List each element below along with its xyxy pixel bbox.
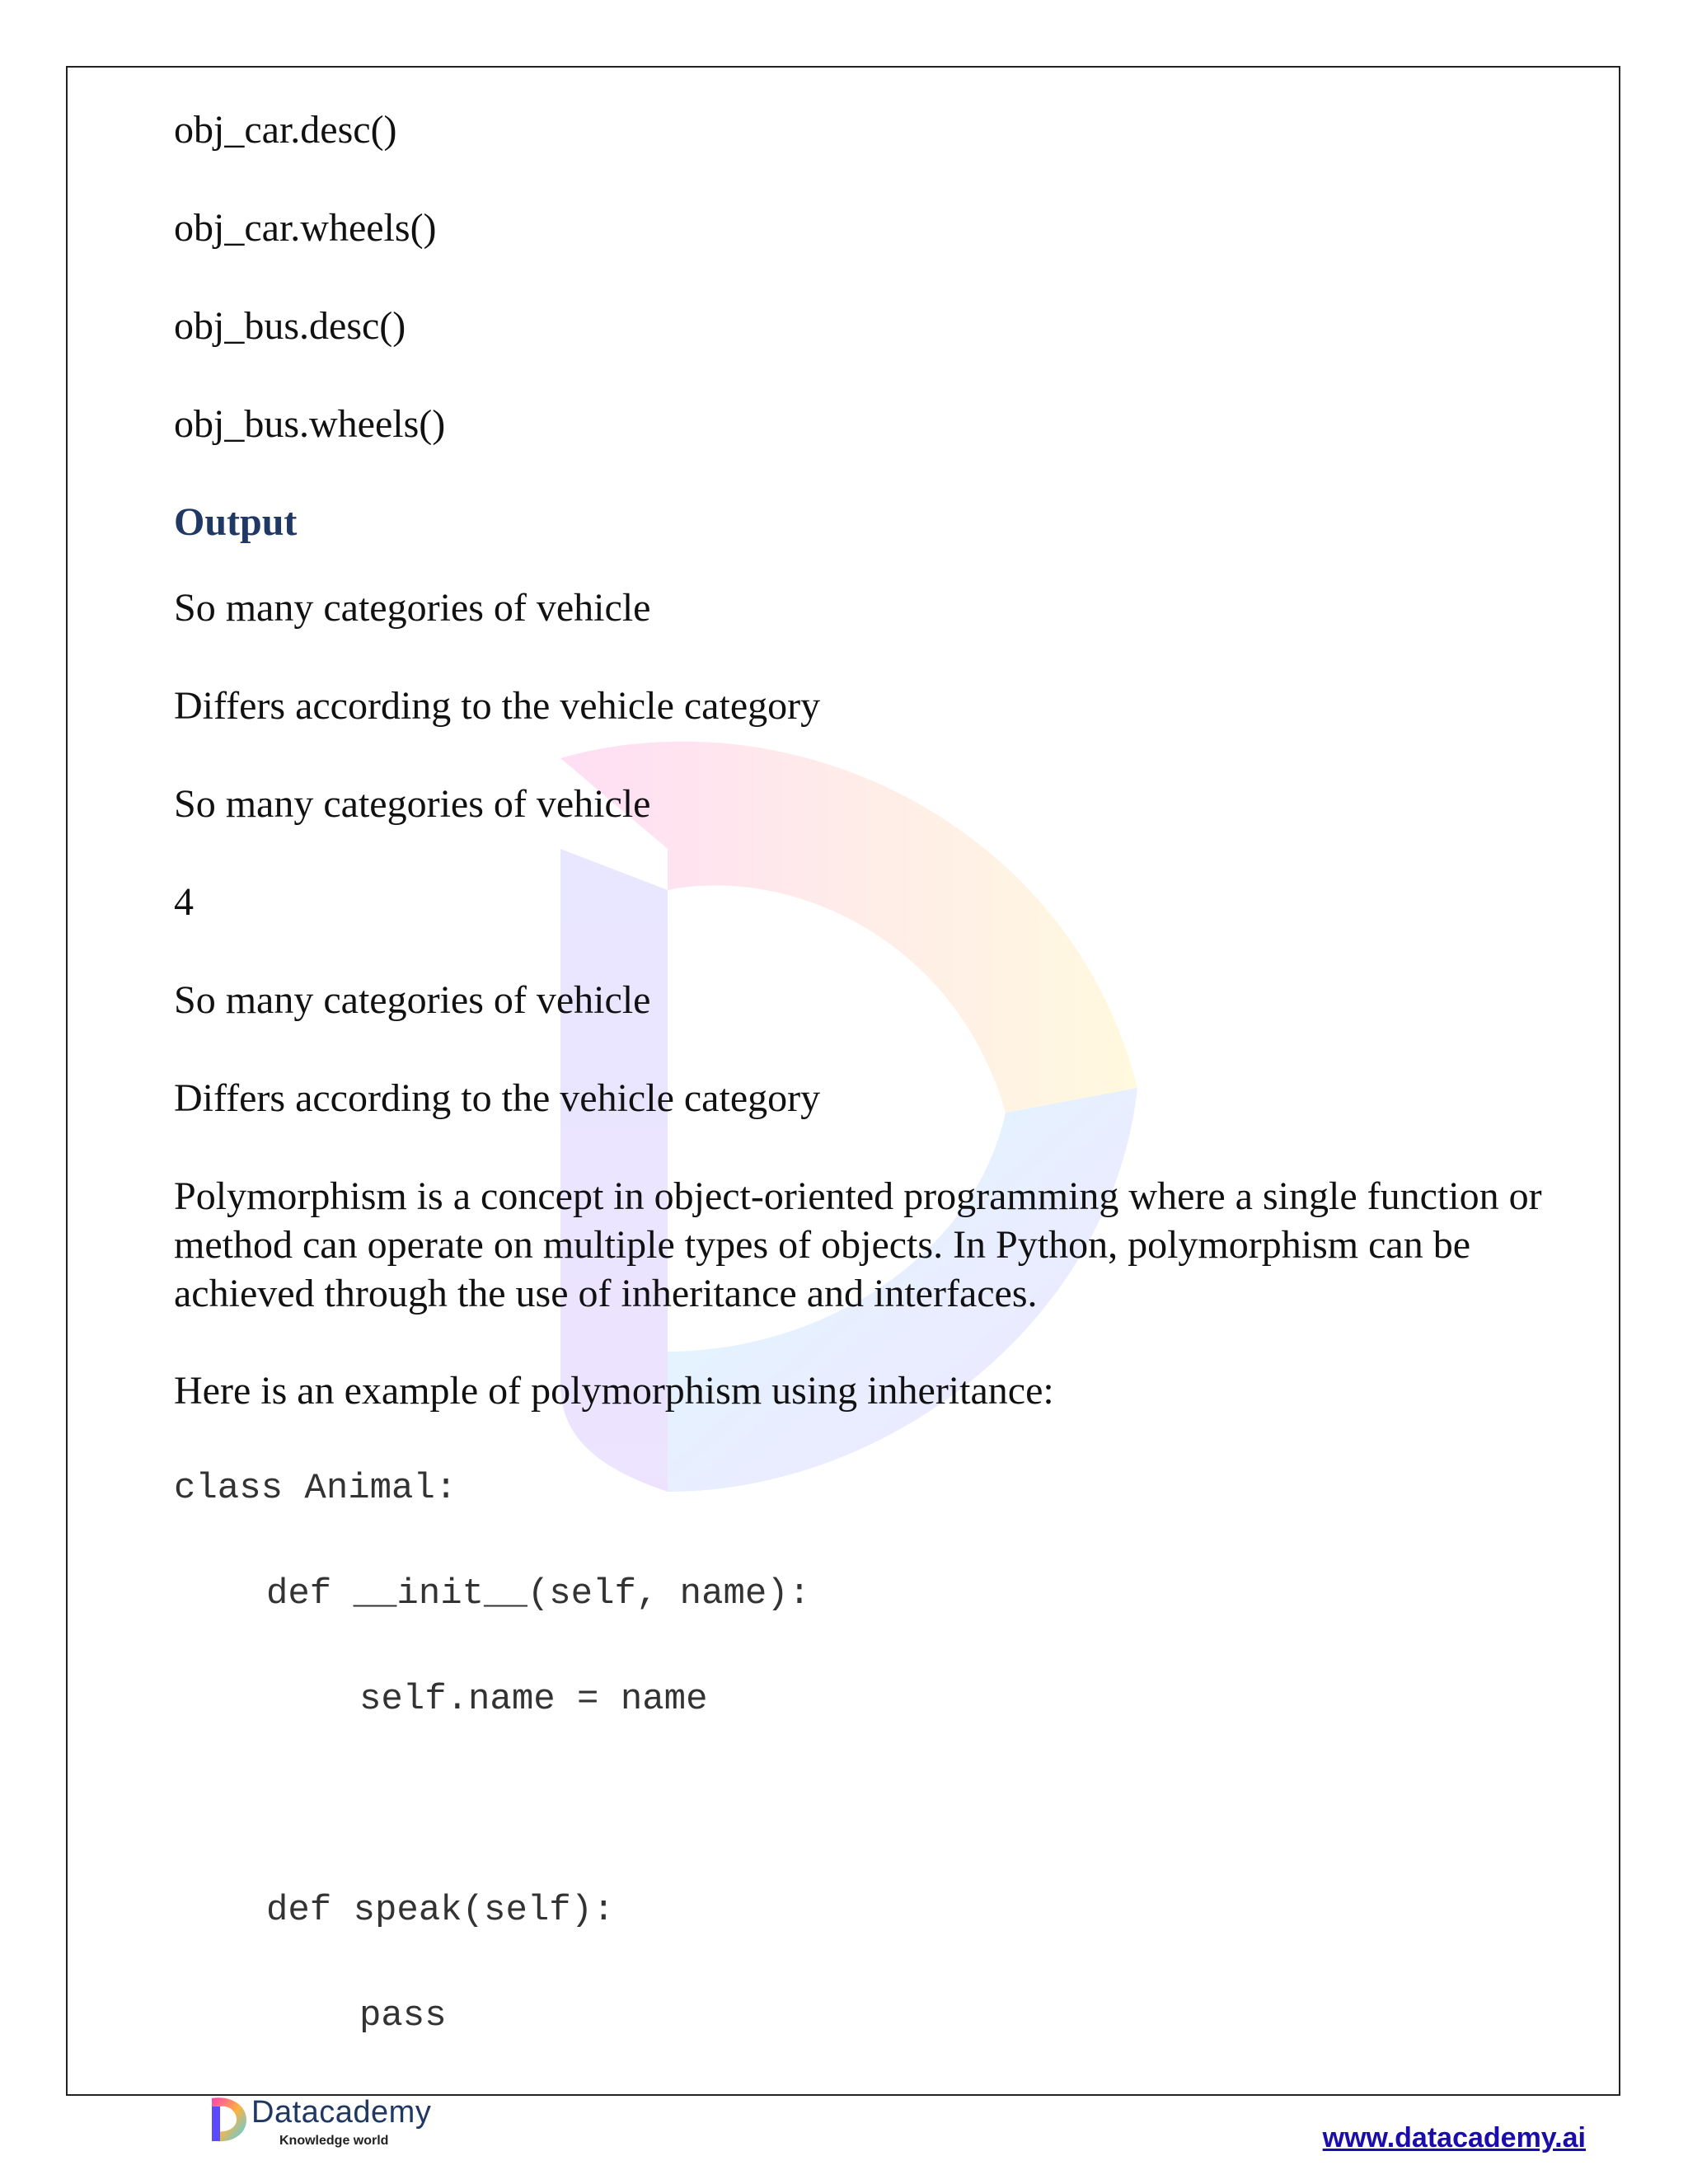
output-line: 4 — [174, 880, 194, 924]
output-line: Differs according to the vehicle category — [174, 684, 821, 728]
website-link[interactable]: www.datacademy.ai — [1322, 2122, 1586, 2154]
code-line-class: class Animal: — [174, 1468, 457, 1509]
output-line: So many categories of vehicle — [174, 978, 651, 1022]
example-intro: Here is an example of polymorphism using inheritance: — [174, 1369, 1054, 1413]
datacademy-logo-icon — [210, 2095, 248, 2143]
output-line: Differs according to the vehicle category — [174, 1076, 821, 1120]
polymorphism-paragraph: Polymorphism is a concept in object-oriented programming where a single function or method can operate on multiple types of objects. In Python, polymorphism can be achieved through the use of inheritance and interfaces. — [174, 1174, 1542, 1315]
code-call-line: obj_bus.wheels() — [174, 402, 446, 446]
code-line-pass: pass — [359, 1995, 447, 2036]
code-line-assign: self.name = name — [359, 1679, 708, 1720]
output-heading: Output — [174, 500, 298, 544]
code-call-line: obj_car.wheels() — [174, 206, 437, 250]
code-call-line: obj_car.desc() — [174, 108, 397, 152]
logo-name: Datacademy — [251, 2095, 432, 2130]
output-line: So many categories of vehicle — [174, 782, 651, 826]
output-line: So many categories of vehicle — [174, 586, 651, 630]
logo-tagline: Knowledge world — [279, 2134, 389, 2148]
footer-logo — [210, 2092, 432, 2166]
code-line-speak: def speak(self): — [266, 1890, 615, 1931]
code-call-line: obj_bus.desc() — [174, 304, 406, 348]
code-line-init: def __init__(self, name): — [266, 1573, 811, 1615]
